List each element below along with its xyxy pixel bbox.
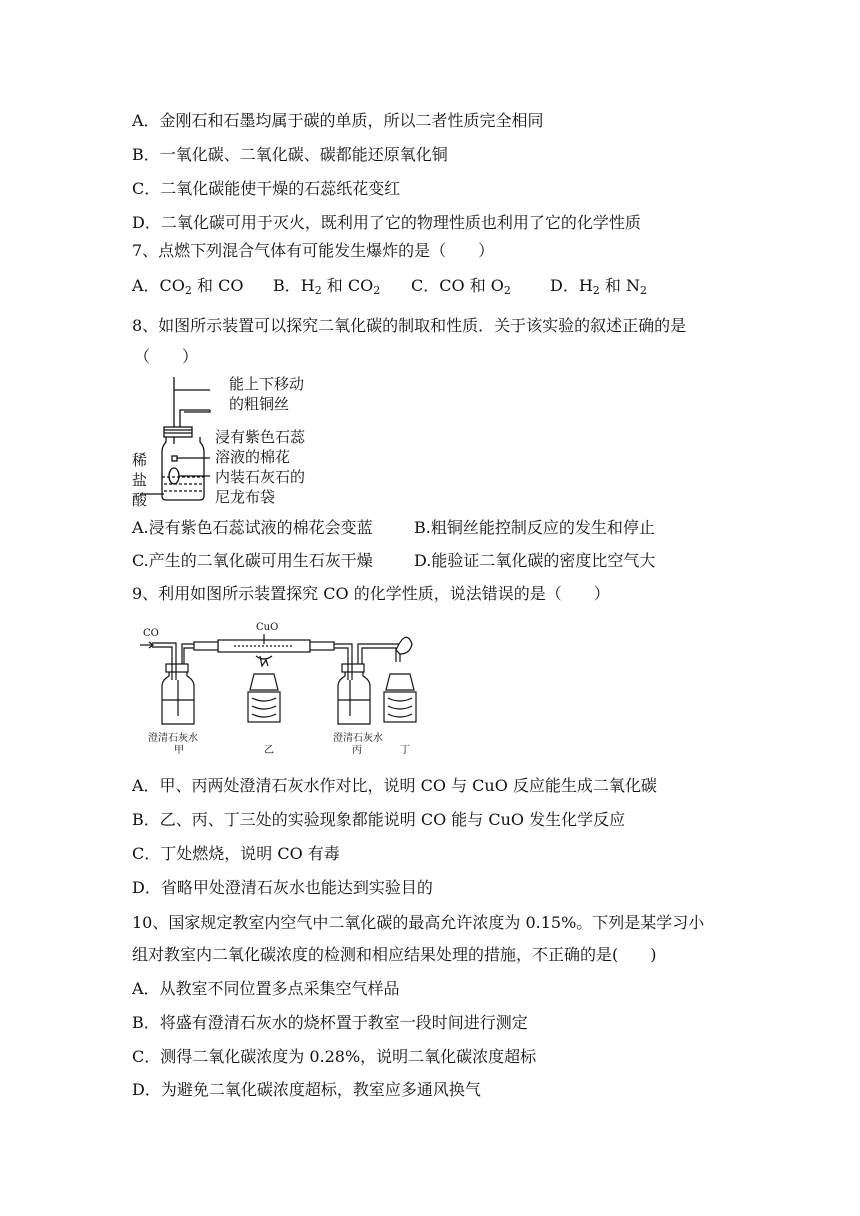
lamp-yi	[250, 674, 278, 690]
q8-stem-paren: （ ）	[134, 347, 199, 366]
q7-option-d: D．$H_2$ 和 $N_2$	[550, 276, 647, 297]
q10-option-a: A．从教室不同位置多点采集空气样品	[132, 979, 400, 998]
q8-label-wire-1: 能上下移动	[229, 375, 305, 393]
q8-option-a: A.浸有紫色石蕊试液的棉花会变蓝	[132, 518, 373, 537]
q9-option-a: A．甲、丙两处澄清石灰水作对比，说明 CO 与 CuO 反应能生成二氧化碳	[132, 776, 657, 795]
q9-label-ding: 丁	[400, 745, 410, 756]
q8-stem: 8、如图所示装置可以探究二氧化碳的制取和性质．关于该实验的叙述正确的是	[132, 316, 687, 335]
q6-option-d: D．二氧化碳可用于灭火，既利用了它的物理性质也利用了它的化学性质	[132, 213, 641, 232]
q9-label-jia: 甲	[174, 745, 184, 756]
q9-label-bing: 丙	[352, 745, 362, 756]
q10-option-d: D．为避免二氧化碳浓度超标，教室应多通风换气	[132, 1080, 481, 1099]
q8-label-bag-2: 尼龙布袋	[215, 488, 276, 506]
q9-label-limewater-2: 澄清石灰水	[333, 733, 383, 744]
q6-option-c: C．二氧化碳能使干燥的石蕊纸花变红	[132, 179, 401, 198]
q8-option-d: D.能验证二氧化碳的密度比空气大	[414, 551, 656, 570]
q8-label-wire-2: 的粗铜丝	[229, 395, 290, 413]
q6-option-b: B．一氧化碳、二氧化碳、碳都能还原氧化铜	[132, 145, 448, 164]
q7-stem: 7、点燃下列混合气体有可能发生爆炸的是（ ）	[132, 241, 495, 260]
q6-option-a: A．金刚石和石墨均属于碳的单质，所以二者性质完全相同	[132, 111, 544, 130]
q7-option-a: A．$CO_2$ 和 CO	[132, 276, 244, 297]
q9-label-co: CO	[143, 628, 159, 639]
q8-label-acid-2: 盐	[132, 471, 148, 489]
q8-option-b: B.粗铜丝能控制反应的发生和停止	[414, 518, 655, 537]
lamp-ding	[386, 674, 414, 690]
q8-label-cotton-1: 浸有紫色石蕊	[215, 428, 306, 446]
q9-label-yi: 乙	[264, 745, 274, 756]
q9-label-cuo: CuO	[256, 622, 279, 633]
q9-option-c: C．丁处燃烧，说明 CO 有毒	[132, 844, 340, 863]
q9-option-d: D．省略甲处澄清石灰水也能达到实验目的	[132, 878, 433, 897]
q9-label-limewater-1: 澄清石灰水	[148, 733, 198, 744]
q9-apparatus-figure	[138, 620, 438, 738]
bottle-jia-stopper	[166, 664, 188, 672]
bottle-bing	[338, 672, 370, 724]
q8-label-cotton-2: 溶液的棉花	[215, 448, 291, 466]
q7-option-c: C．CO 和 $O_2$	[411, 276, 511, 297]
q10-stem-line-2: 组对教室内二氧化碳浓度的检测和相应结果处理的措施，不正确的是( )	[132, 945, 657, 964]
q10-option-c: C．测得二氧化碳浓度为 0.28%，说明二氧化碳浓度超标	[132, 1047, 537, 1066]
q10-stem-line-1: 10、国家规定教室内空气中二氧化碳的最高允许浓度为 0.15%。下列是某学习小	[132, 913, 705, 932]
q8-option-c: C.产生的二氧化碳可用生石灰干燥	[132, 551, 373, 570]
q10-option-b: B．将盛有澄清石灰水的烧杯置于教室一段时间进行测定	[132, 1013, 528, 1032]
q8-label-acid-1: 稀	[132, 451, 148, 469]
q7-option-b: B．$H_2$ 和 $CO_2$	[273, 276, 381, 297]
q9-stem: 9、利用如图所示装置探究 CO 的化学性质，说法错误的是（ ）	[132, 584, 610, 603]
q9-option-b: B．乙、丙、丁三处的实验现象都能说明 CO 能与 CuO 发生化学反应	[132, 810, 626, 829]
co2-generator-drawing	[140, 377, 210, 500]
q8-label-acid-3: 酸	[132, 491, 148, 509]
q8-label-bag-1: 内装石灰石的	[215, 468, 306, 486]
